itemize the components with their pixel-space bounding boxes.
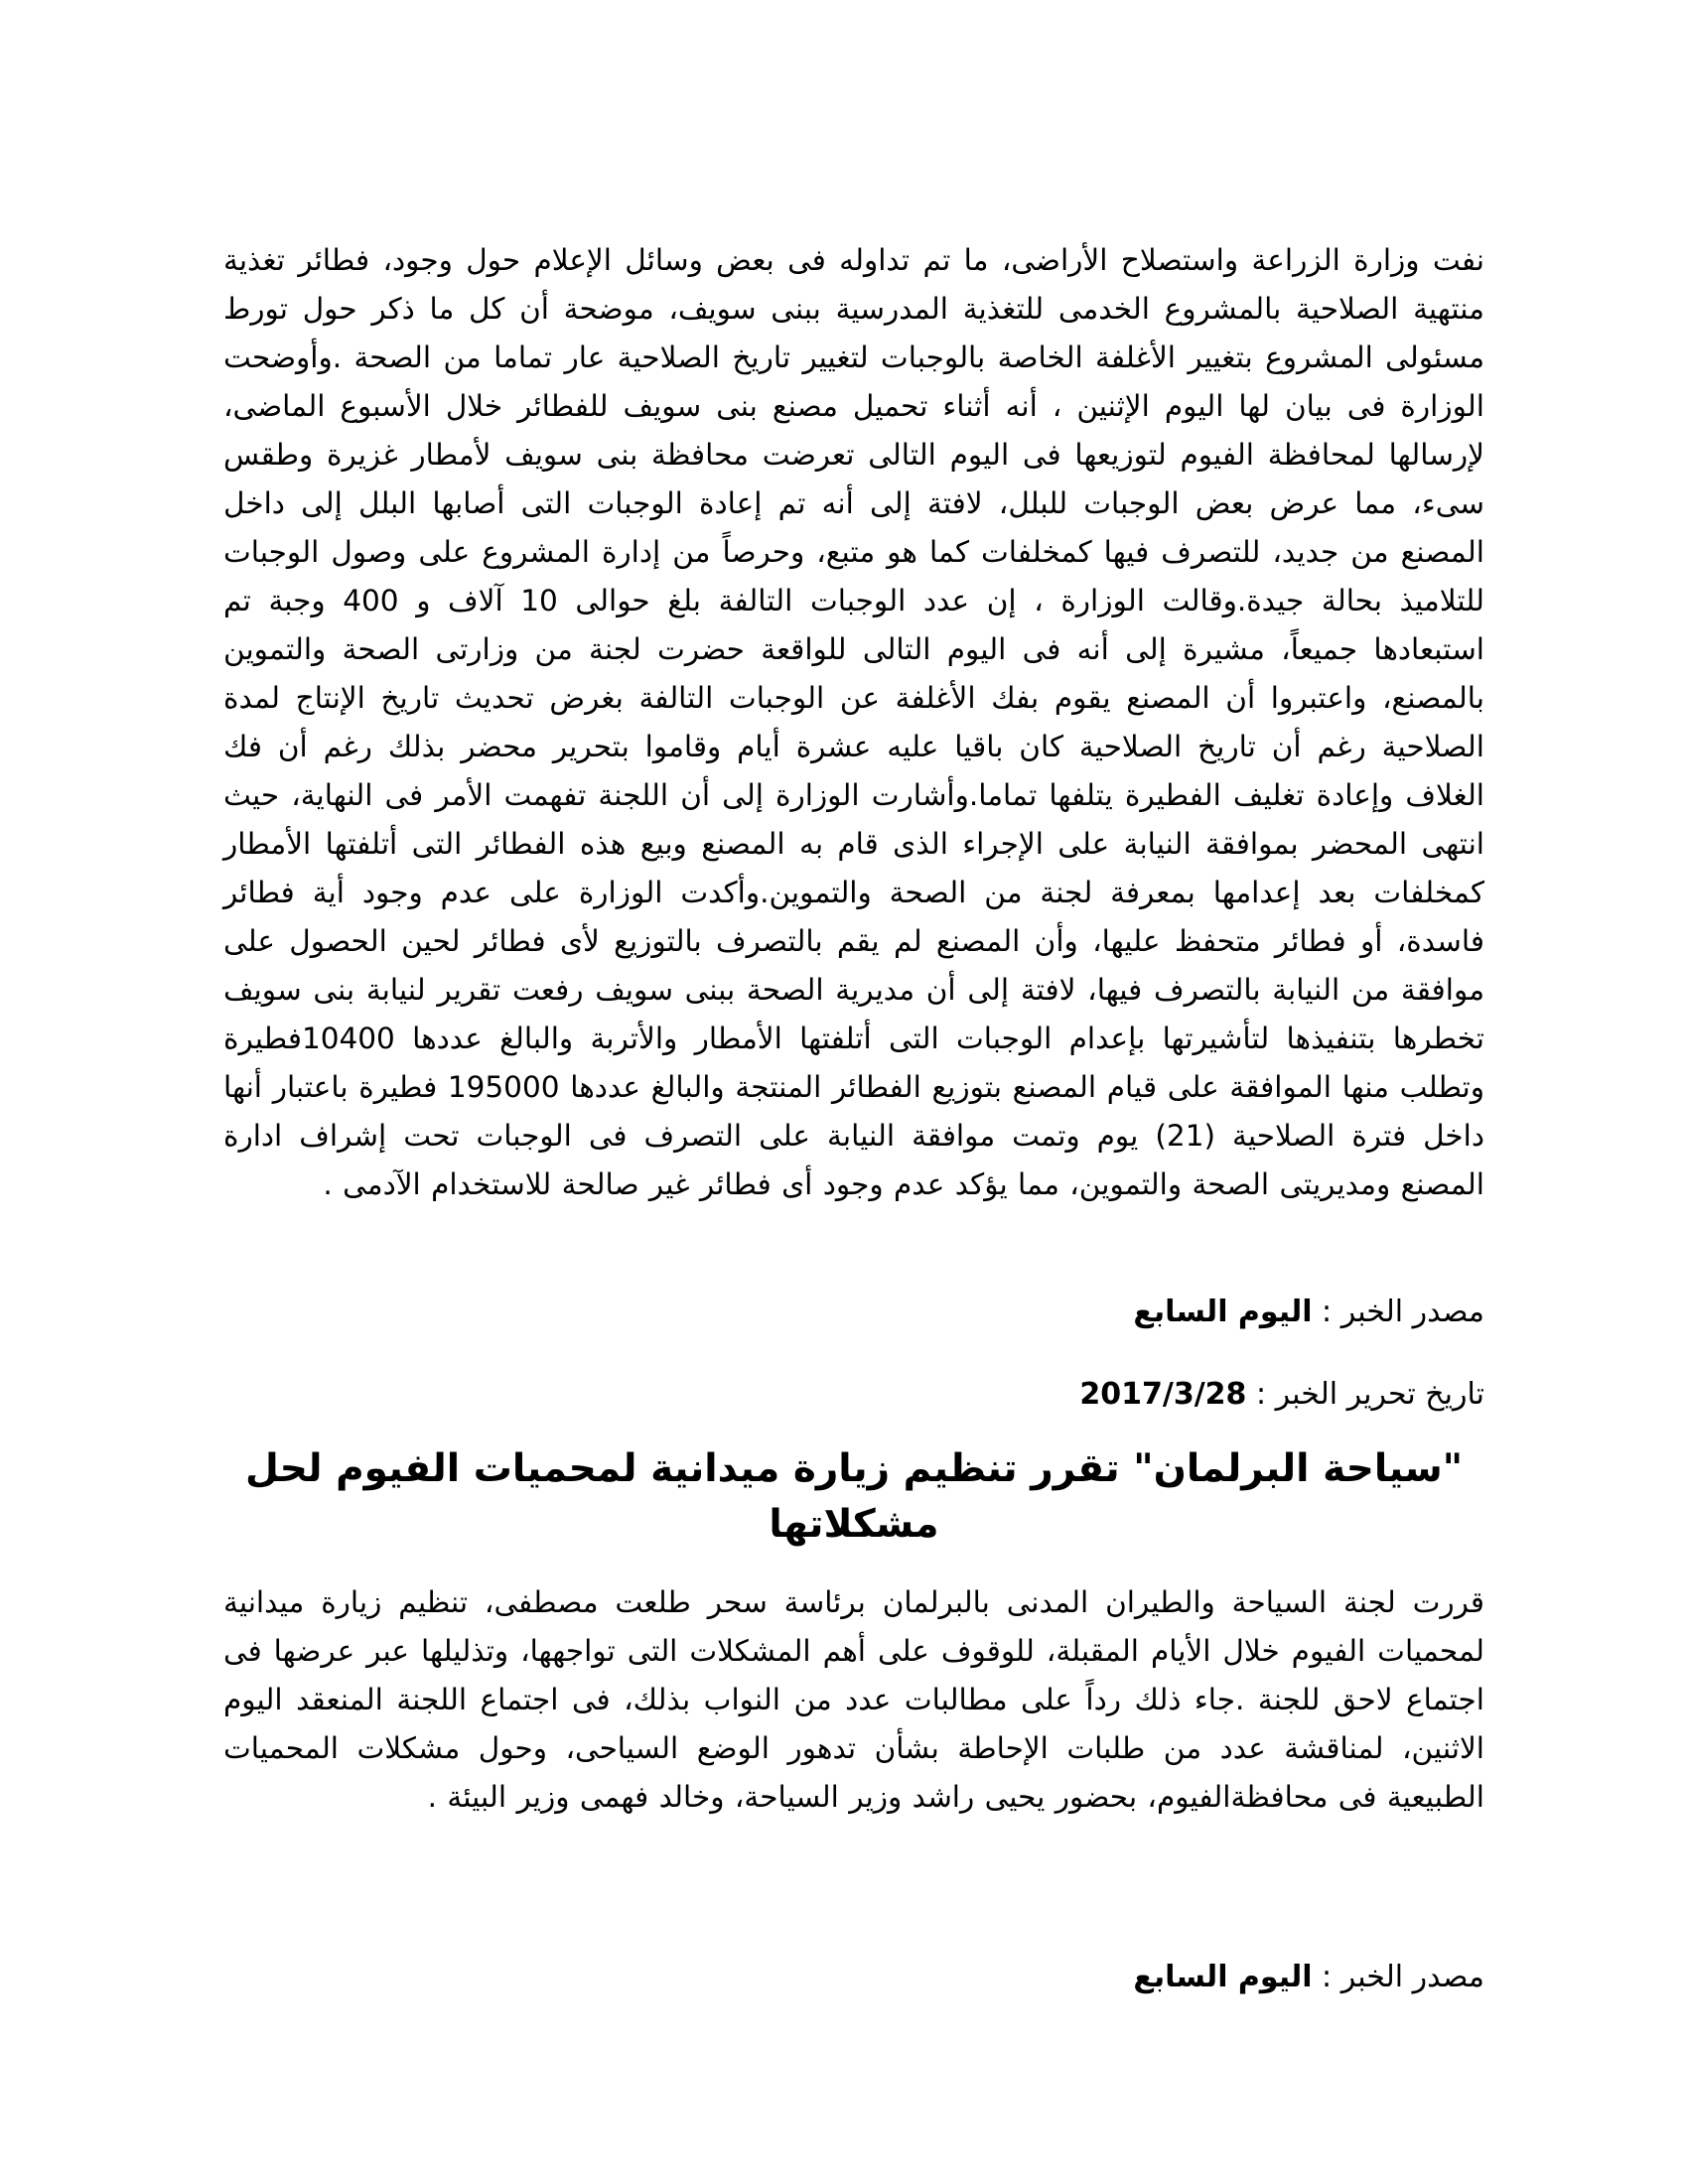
source-label: مصدر الخبر :	[1312, 1295, 1484, 1329]
source-value: اليوم السابع	[1133, 1960, 1313, 1994]
article-2-source	[223, 1958, 1484, 1997]
article-1-source	[223, 1293, 1484, 1332]
article-2-headline: "سياحة البرلمان" تقرر تنظيم زيارة ميدانية لمحميات الفيوم لحل مشكلاتها	[244, 1446, 1464, 1547]
article-1-body: نفت وزارة الزراعة واستصلاح الأراضى، ما تم تداوله فى بعض وسائل الإعلام حول وجود، فطائر تغذية منتهية الصلاحية بالمشروع الخدمى للتغذية المدرسية ببنى سويف، موضحة أن كل ما ذكر حول تورط مسئولى المشروع بتغيير الأغلفة الخاصة بالوجبات لتغيير تاريخ الصلاحية عار تماما من الصحة .وأوضحت الوزارة فى بيان لها اليوم الإثنين ، أنه أثناء تحميل مصنع بنى سويف للفطائر خلال الأسبوع الماضى، لإرسالها لمحافظة الفيوم لتوزيعها فى اليوم التالى تعرضت محافظة بنى سويف لأمطار غزيرة وطقس سىء، مما عرض بعض الوجبات للبلل، لافتة إلى أنه تم إعادة الوجبات التى أصابها البلل إلى داخل المصنع من جديد، للتصرف فيها كمخلفات كما هو متبع، وحرصاً من إدارة المشروع على وصول الوجبات للتلاميذ بحالة جيدة.وقالت الوزارة ، إن عدد الوجبات التالفة بلغ حوالى 10 آلاف و 400 وجبة تم استبعادها جميعاً، مشيرة إلى أنه فى اليوم التالى للواقعة حضرت لجنة من وزارتى الصحة والتموين بالمصنع، واعتبروا أن المصنع يقوم بفك الأغلفة عن الوجبات التالفة بغرض تحديث تاريخ الإنتاج لمدة الصلاحية رغم أن تاريخ الصلاحية كان باقيا عليه عشرة أيام وقاموا بتحرير محضر بذلك رغم أن فك الغلاف وإعادة تغليف الفطيرة يتلفها تماما.وأشارت الوزارة إلى أن اللجنة تفهمت الأمر فى النهاية، حيث انتهى المحضر بموافقة النيابة على الإجراء الذى قام به المصنع وبيع هذه الفطائر التى أتلفتها الأمطار كمخلفات بعد إعدامها بمعرفة لجنة من الصحة والتموين.وأكدت الوزارة على عدم وجود أية فطائر فاسدة، أو فطائر متحفظ عليها، وأن المصنع لم يقم بالتصرف بالتوزيع لأى فطائر لحين الحصول على موافقة من النيابة بالتصرف فيها، لافتة إلى أن مديرية الصحة ببنى سويف رفعت تقرير لنيابة بنى سويف تخطرها بتنفيذها لتأشيرتها بإعدام الوجبات التى أتلفتها الأمطار والأتربة والبالغ عددها 10400فطيرة وتطلب منها الموافقة على قيام المصنع بتوزيع الفطائر المنتجة والبالغ عددها 195000 فطيرة باعتبار أنها داخل فترة الصلاحية (21) يوم وتمت موافقة النيابة على التصرف فى الوجبات تحت إشراف ادارة المصنع ومديريتى الصحة والتموين، مما يؤكد عدم وجود أى فطائر غير صالحة للاستخدام الآدمى .	[223, 243, 1485, 1201]
date-label: تاريخ تحرير الخبر :	[1246, 1377, 1484, 1412]
article-2-body: قررت لجنة السياحة والطيران المدنى بالبرلمان برئاسة سحر طلعت مصطفى، تنظيم زيارة ميدانية لمحميات الفيوم خلال الأيام المقبلة، للوقوف على أهم المشكلات التى تواجهها، وتذليلها عبر عرضها فى اجتماع لاحق للجنة .جاء ذلك رداً على مطالبات عدد من النواب بذلك، فى اجتماع اللجنة المنعقد اليوم الاثنين، لمناقشة عدد من طلبات الإحاطة بشأن تدهور الوضع السياحى، وحول مشكلات المحميات الطبيعية فى محافظةالفيوم، بحضور يحيى راشد وزير السياحة، وخالد فهمى وزير البيئة .	[223, 1585, 1484, 1814]
article-2	[223, 1578, 1484, 1822]
source-value: اليوم السابع	[1133, 1295, 1313, 1329]
date-value: 2017/3/28	[1079, 1377, 1247, 1412]
article-1-date	[223, 1375, 1484, 1415]
source-label: مصدر الخبر :	[1312, 1960, 1484, 1994]
article-1	[223, 236, 1484, 1209]
